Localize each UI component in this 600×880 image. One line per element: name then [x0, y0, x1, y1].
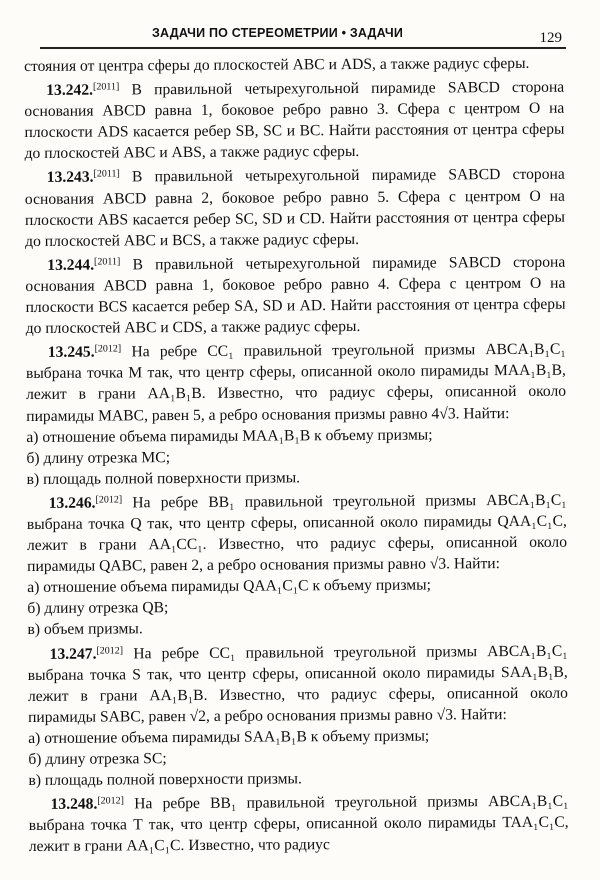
problem-13-244 — [25, 249, 566, 340]
header-rule — [40, 47, 566, 49]
year-tag: [2011] — [93, 168, 120, 181]
year-tag: [2012] — [94, 343, 122, 355]
subquestion-c: в) объем призмы. — [27, 620, 143, 639]
problem-13-247 — [28, 637, 569, 728]
problem-text: В правильной четырехугольной пирамиде SABCD сторона основания ABCD равна 2, боковое ребро равно 5. Сфера с центром O на плоскости ABS касается ребер SC, SD и CD. Найти расстояния от центра сферы до плоскостей ABC и BCS, а также радиус сферы. — [24, 166, 566, 250]
subquestion-a: а) отношение объема пирамиды QAA₁C₁C к объему призмы; — [27, 576, 431, 597]
year-tag: [2012] — [96, 644, 124, 657]
running-title: ЗАДАЧИ ПО СТЕРЕОМЕТРИИ • ЗАДАЧИ — [152, 26, 404, 40]
problem-text: На ребре BB₁ правильной треугольной призмы ABCA₁B₁C₁ выбрана точка Q так, что центр сферы, описанной около пирамиды QAA₁C₁C, лежит в грани AA₁CC₁. Известно, что радиус сферы, описанной около пирамиды QABC, равен 2, а ребро основания призмы равно √3. Найти: — [26, 491, 568, 576]
problem-13-248 — [28, 788, 568, 858]
subquestion-b: б) длину отрезка MC; — [26, 448, 171, 467]
problem-13-245 — [26, 336, 567, 427]
year-tag: [2012] — [97, 795, 125, 807]
subquestion-b: б) длину отрезка SC; — [28, 750, 167, 768]
running-header — [40, 20, 566, 46]
problem-number: 13.243. — [46, 169, 94, 187]
subquestion-b: б) длину отрезка QB; — [27, 599, 169, 618]
page-number: 129 — [539, 30, 562, 46]
problem-number: 13.244. — [47, 256, 95, 274]
problem-number: 13.242. — [46, 81, 94, 99]
problem-text: На ребре CC₁ правильной треугольной призмы ABCA₁B₁C₁ выбрана точка M так, что центр сферы, описанной около пирамиды MAA₁B₁B, лежит в грани AA₁B₁B. Известно, что радиус сферы, описанной около пирамиды MABC, равен 5, а ребро основания призмы равно 4√3. Найти: — [25, 340, 567, 425]
problem-241-continuation: стояния от центра сферы до плоскостей ABC и ADS, а также радиус сферы. — [24, 54, 530, 75]
problem-13-243 — [25, 161, 566, 252]
problem-text: В правильной четырехугольной пирамиде SABCD сторона основания ABCD равна 1, боковое ребро равно 3. Сфера с центром O на плоскости ADS касается ребер SB, SC и BC. Найти расстояния от центра сферы до плоскостей ABC и ABS, а также радиус сферы. — [24, 78, 565, 163]
subquestion-a: а) отношение объема пирамиды MAA₁B₁B к объему призмы; — [26, 426, 433, 446]
problem-number: 13.247. — [49, 645, 97, 663]
problem-13-246 — [27, 487, 568, 578]
subquestion-a: а) отношение объема пирамиды SAA₁B₁B к объему призмы; — [28, 727, 430, 747]
problem-13-242 — [24, 74, 565, 165]
problem-text: На ребре BB₁ правильной треугольной призмы ABCA₁B₁C₁ выбрана точка T так, что центр сферы, описанной около пирамиды TAA₁C₁C, лежит в грани AA₁C₁C. Известно, что радиус — [28, 792, 569, 856]
year-tag: [2011] — [94, 256, 121, 268]
problem-text: На ребре CC₁ правильной треугольной призмы ABCA₁B₁C₁ выбрана точка S так, что центр сферы, описанной около пирамиды SAA₁B₁B, лежит в грани AA₁B₁B. Известно, что радиус сферы, описанной около пирамиды SABC, равен √2, а ребро основания призмы равно √3. Найти: — [27, 642, 568, 726]
year-tag: [2011] — [92, 81, 120, 93]
problem-text: В правильной четырехугольной пирамиде SABCD сторона основания ABCD равна 1, боковое ребро равно 4. Сфера с центром O на плоскости BCS касается ребер SA, SD и AD. Найти расстояния от центра сферы до плоскостей ABC и CDS, а также радиус сферы. — [25, 253, 566, 338]
problem-number: 13.246. — [48, 494, 96, 512]
problem-number: 13.245. — [47, 343, 95, 362]
subquestion-c: в) площадь полной поверхности призмы. — [26, 469, 301, 488]
problem-number: 13.248. — [50, 795, 98, 814]
year-tag: [2012] — [95, 494, 123, 506]
page-body — [24, 53, 569, 858]
subquestion-c: в) площадь полной поверхности призмы. — [28, 770, 302, 790]
